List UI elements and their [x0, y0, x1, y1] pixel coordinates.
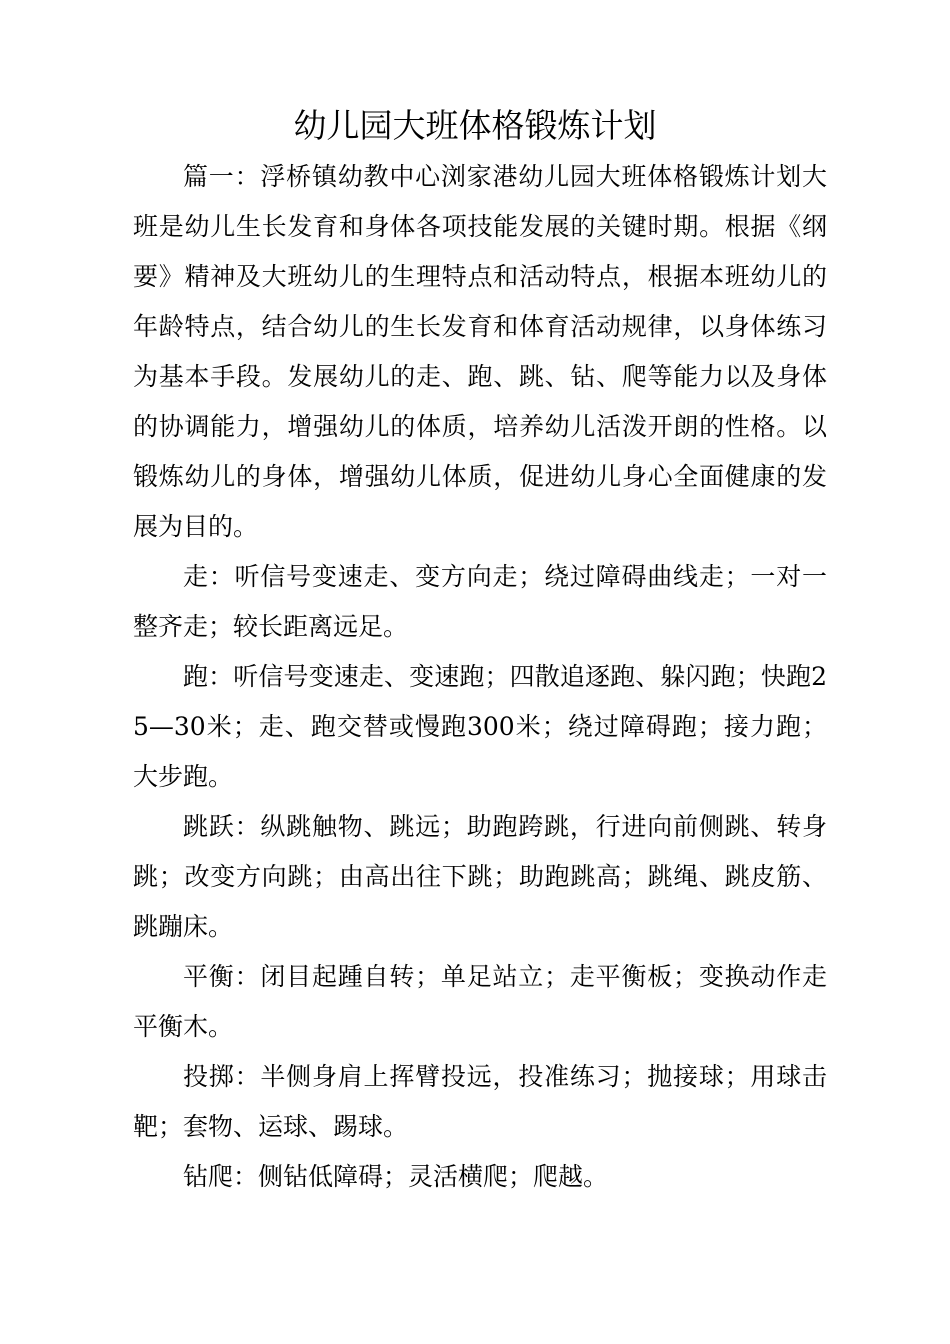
paragraph-jumping: 跳跃：纵跳触物、跳远；助跑跨跳，行进向前侧跳、转身跳；改变方向跳；由高出往下跳；助跑跳高；跳绳、跳皮筋、跳蹦床。 — [133, 812, 827, 941]
paragraph-crawling: 钻爬：侧钻低障碍；灵活横爬；爬越。 — [183, 1162, 609, 1191]
paragraph-walking: 走：听信号变速走、变方向走；绕过障碍曲线走；一对一整齐走；较长距离远足。 — [133, 562, 827, 641]
document-title: 幼儿园大班体格锻炼计划 — [293, 106, 657, 145]
document-body — [133, 152, 827, 1202]
paragraph-intro: 篇一：浮桥镇幼教中心浏家港幼儿园大班体格锻炼计划大班是幼儿生长发育和身体各项技能发展的关键时期。根据《纲要》精神及大班幼儿的生理特点和活动特点，根据本班幼儿的年龄特点，结合幼儿的生长发育和体育活动规律，以身体练习为基本手段。发展幼儿的走、跑、跳、钻、爬等能力以及身体的协调能力，增强幼儿的体质，培养幼儿活泼开朗的性格。以锻炼幼儿的身体，增强幼儿体质，促进幼儿身心全面健康的发展为目的。 — [133, 162, 827, 541]
paragraph-balance: 平衡：闭目起踵自转；单足站立；走平衡板；变换动作走平衡木。 — [133, 962, 827, 1041]
paragraph-running: 跑：听信号变速走、变速跑；四散追逐跑、躲闪跑；快跑25—30米；走、跑交替或慢跑300米；绕过障碍跑；接力跑；大步跑。 — [133, 662, 827, 791]
paragraph-throwing: 投掷：半侧身肩上挥臂投远，投准练习；抛接球；用球击靶；套物、运球、踢球。 — [133, 1062, 827, 1141]
